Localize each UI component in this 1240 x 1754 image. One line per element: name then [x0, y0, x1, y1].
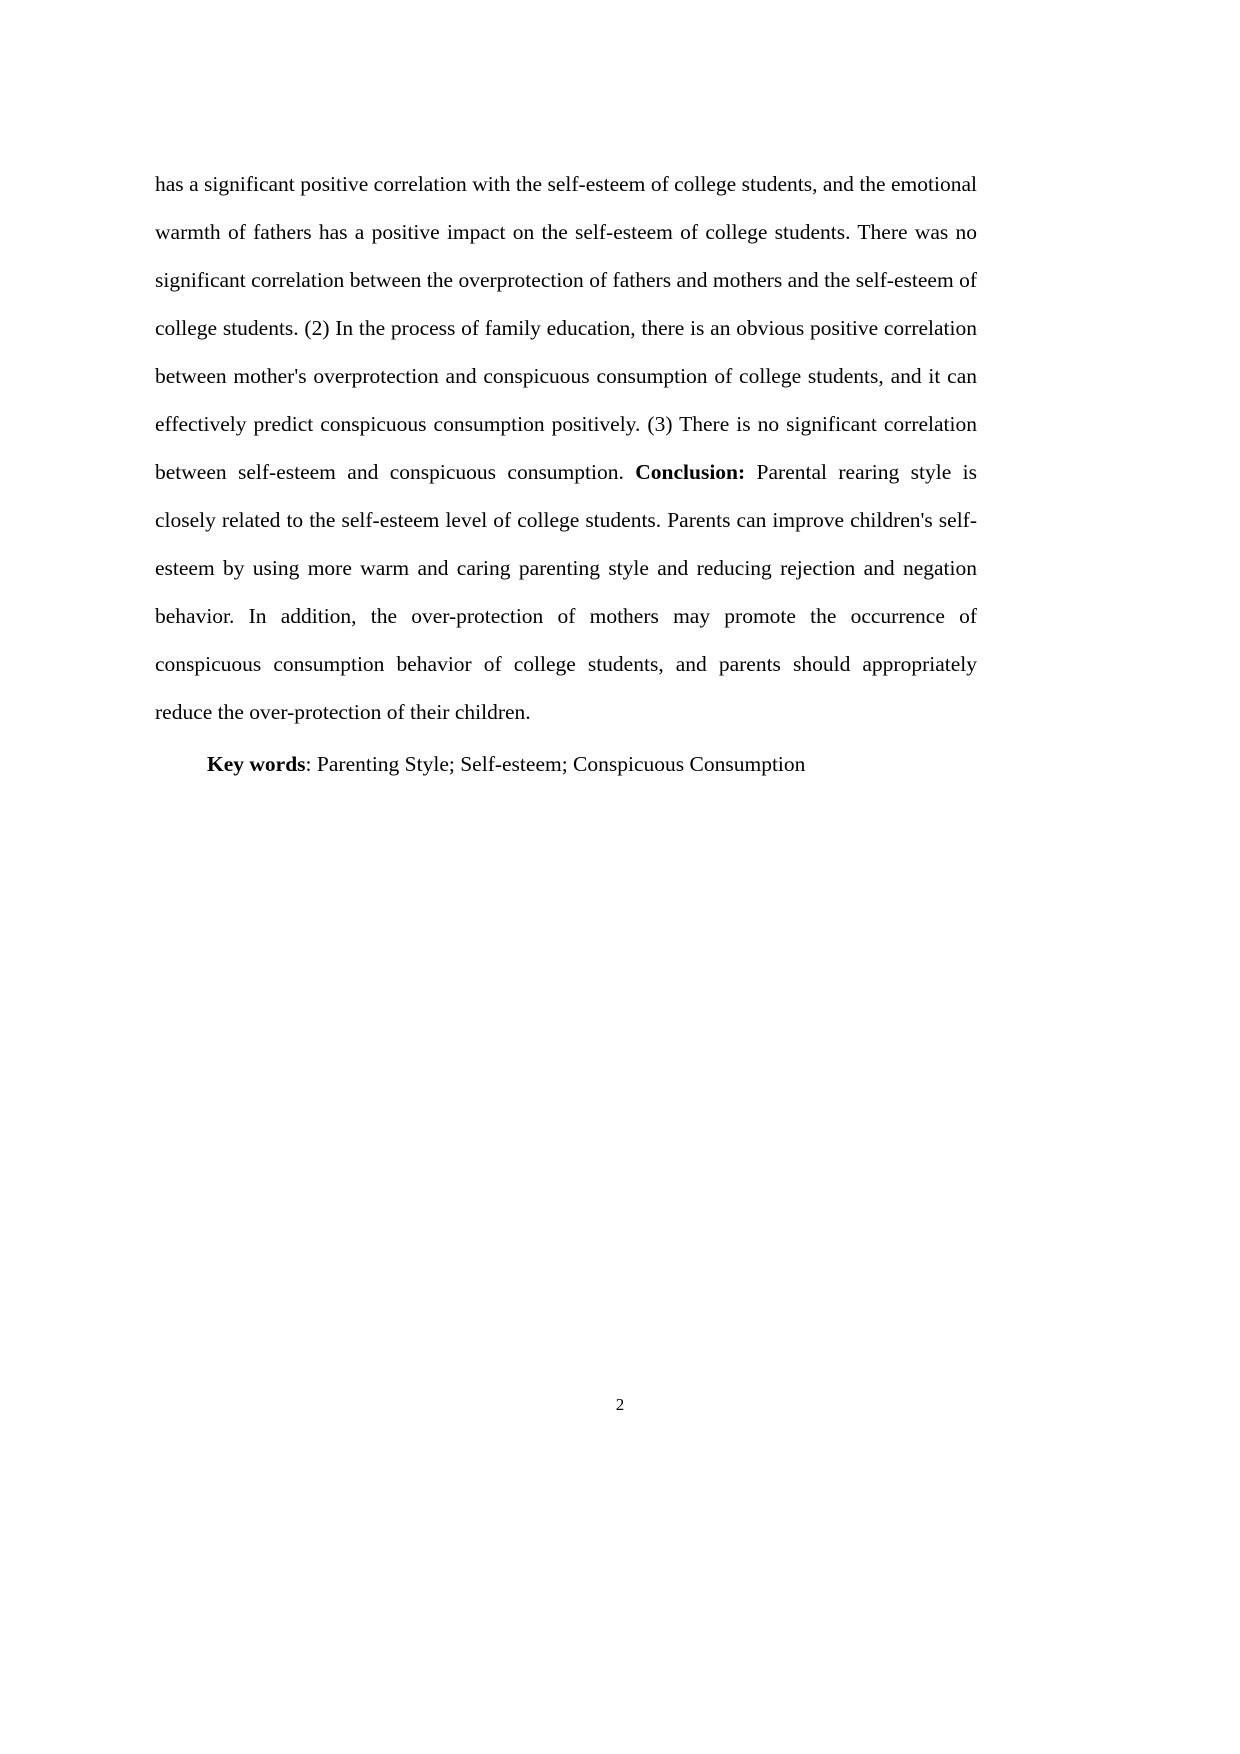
- keywords-separator: :: [305, 752, 317, 776]
- abstract-text-part-two: Parental rearing style is closely related to the self-esteem level of college students. Parents can improve children's self-esteem by using more warm and caring parenting style and reducing rejection and negation behavior. In addition, the over-protection of mothers may promote the occurrence of conspicuous consumption behavior of college students, and parents should appropriately reduce the over-protection of their children.: [155, 460, 977, 724]
- abstract-paragraph: [155, 160, 977, 736]
- page-content: [155, 160, 977, 788]
- keywords-line: [155, 736, 977, 788]
- conclusion-label: Conclusion:: [635, 460, 746, 484]
- keywords-label: Key words: [207, 752, 306, 776]
- keywords-value: Parenting Style; Self-esteem; Conspicuous Consumption: [316, 752, 806, 776]
- abstract-text-part-one: has a significant positive correlation with the self-esteem of college students, and the emotional warmth of fathers has a positive impact on the self-esteem of college students. There was no significant correlation between the overprotection of fathers and mothers and the self-esteem of college students. (2) In the process of family education, there is an obvious positive correlation between mother's overprotection and conspicuous consumption of college students, and it can effectively predict conspicuous consumption positively. (3) There is no significant correlation between self-esteem and conspicuous consumption.: [155, 172, 977, 484]
- page-number: 2: [615, 1395, 625, 1414]
